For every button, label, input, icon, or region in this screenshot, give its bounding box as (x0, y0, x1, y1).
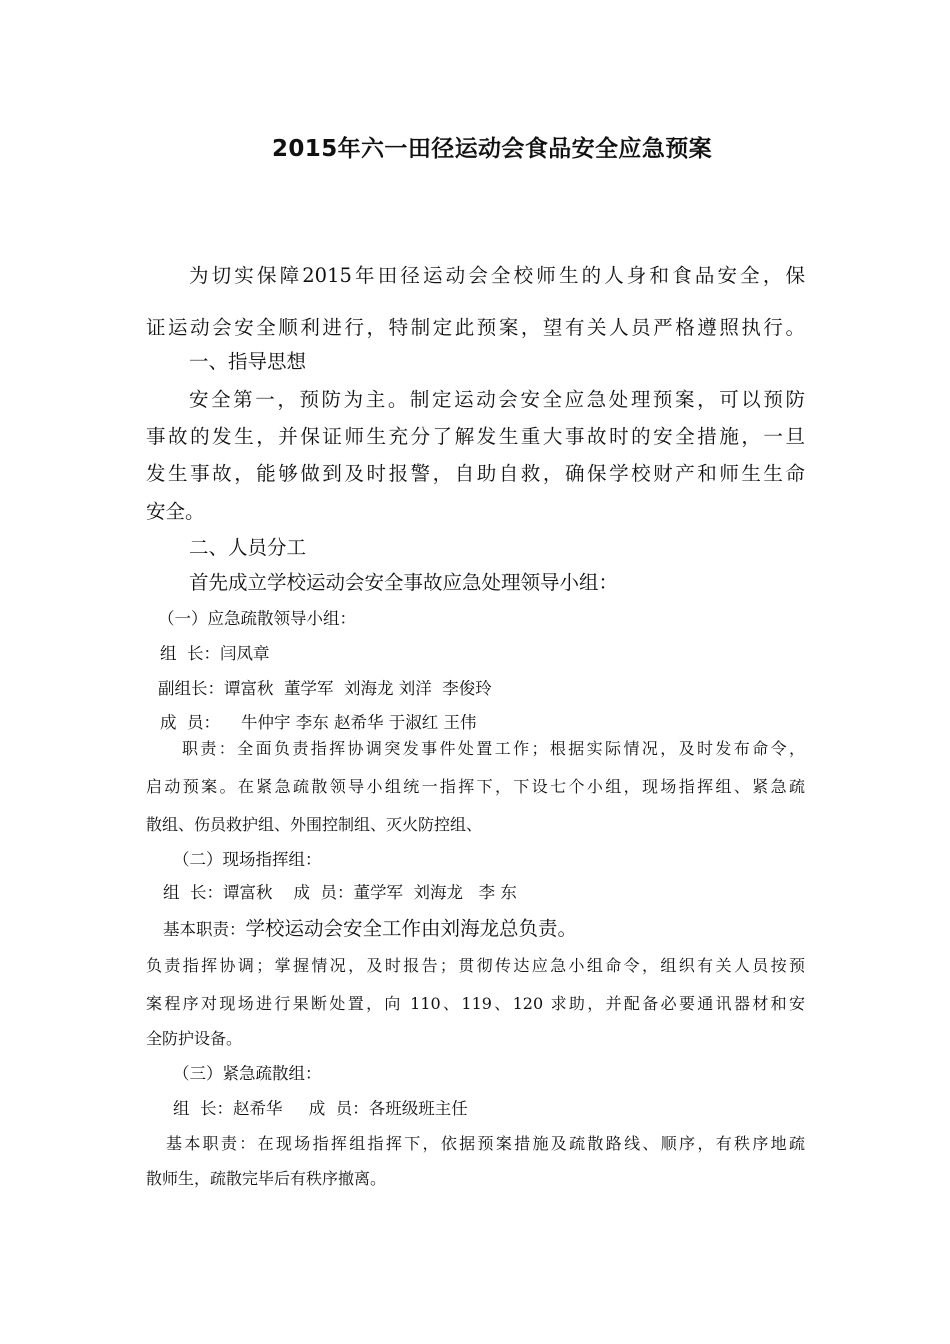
staff-intro: 首先成立学校运动会安全事故应急处理领导小组： (189, 571, 619, 594)
intro-line-1: 为切实保障2015年田径运动会全校师生的人身和食品安全，保 (189, 264, 805, 287)
principle-line-4: 安全。 (146, 500, 205, 523)
principle-line-3: 发生事故，能够做到及时报警，自助自救，确保学校财产和师生生命 (146, 462, 805, 485)
group1-members: 成 员： 牛仲宇 李东 赵希华 于淑红 王伟 (160, 713, 477, 732)
group2-duty-heading (163, 919, 577, 939)
group2-duty-main: 学校运动会安全工作由刘海龙总负责。 (245, 917, 578, 940)
group1-leader: 组 长：闫凤章 (160, 644, 270, 663)
principle-line-2: 事故的发生，并保证师生充分了解发生重大事故时的安全措施，一旦 (146, 425, 805, 448)
group1-duty-line-1: 职责：全面负责指挥协调突发事件处置工作；根据实际情况，及时发布命令， (182, 739, 805, 758)
group1-duty-line-3: 散组、伤员救护组、外围控制组、灭火防控组、 (146, 815, 483, 834)
group2-roster: 组 长：谭富秋 成 员：董学军 刘海龙 李 东 (163, 883, 517, 902)
group1-heading: （一）应急疏散领导小组： (158, 609, 356, 628)
group3-duty-line-1: 基本职责：在现场指挥组指挥下，依据预案措施及疏散路线、顺序，有秩序地疏 (166, 1134, 805, 1153)
section-heading-staff-division: 二、人员分工 (189, 536, 307, 559)
group2-duty-line-2: 案程序对现场进行果断处置，向 110、119、120 求助，并配备必要通讯器材和安 (146, 994, 805, 1013)
group3-heading: （三）紧急疏散组： (173, 1064, 322, 1083)
intro-line-2: 证运动会安全顺利进行，特制定此预案，望有关人员严格遵照执行。 (146, 316, 805, 339)
principle-line-1: 安全第一，预防为主。制定运动会安全应急处理预案，可以预防 (189, 388, 805, 411)
group1-duty-line-2: 启动预案。在紧急疏散领导小组统一指挥下，下设七个小组，现场指挥组、紧急疏 (146, 777, 805, 796)
group2-duty-line-3: 全防护设备。 (146, 1029, 243, 1048)
group2-heading: （二）现场指挥组： (173, 850, 322, 869)
document-title: 2015年六一田径运动会食品安全应急预案 (272, 136, 713, 162)
group1-deputy: 副组长：谭富秋 董学军 刘海龙 刘洋 李俊玲 (158, 679, 492, 698)
group2-duty-label: 基本职责： (163, 920, 246, 939)
group3-duty-line-2: 散师生，疏散完毕后有秩序撤离。 (146, 1169, 387, 1188)
group2-duty-line-1: 负责指挥协调；掌握情况，及时报告；贯彻传达应急小组命令，组织有关人员按预 (146, 956, 805, 975)
group3-roster: 组 长：赵希华 成 员：各班级班主任 (173, 1099, 468, 1118)
section-heading-guiding-principle: 一、指导思想 (189, 350, 307, 373)
